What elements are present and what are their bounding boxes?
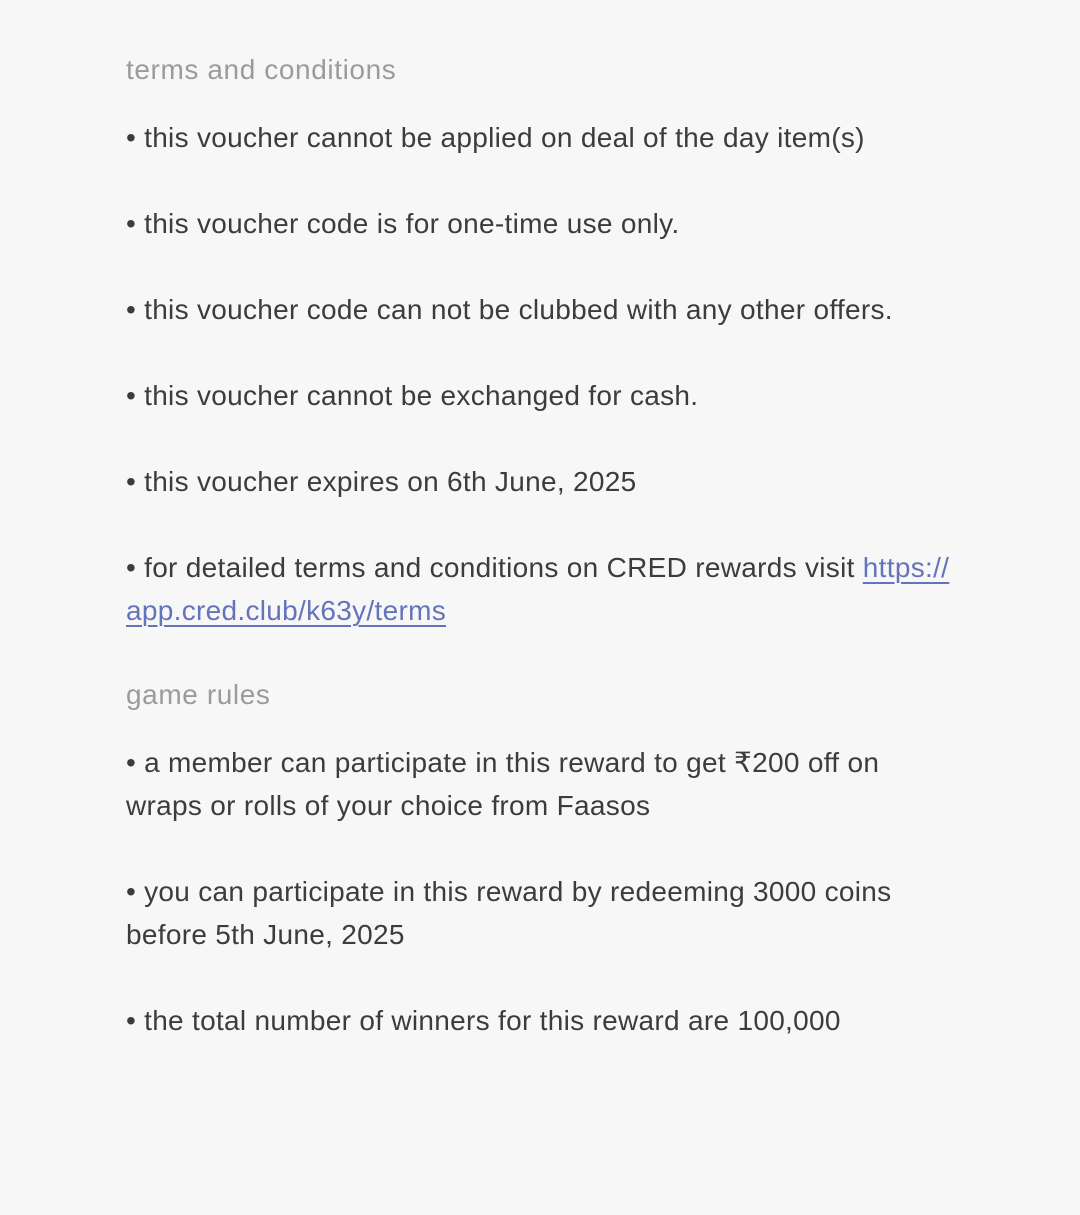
list-item-text: this voucher code can not be clubbed with any other offers. — [144, 294, 893, 325]
bullet-icon: • — [126, 380, 137, 411]
list-item — [126, 870, 952, 956]
terms-and-conditions-section — [126, 50, 952, 632]
bullet-icon: • — [126, 122, 137, 153]
bullet-icon: • — [126, 294, 137, 325]
list-item — [126, 999, 952, 1042]
list-item-text: this voucher code is for one-time use only. — [144, 208, 680, 239]
bullet-icon: • — [126, 1005, 137, 1036]
list-item — [126, 202, 952, 245]
list-item-text: for detailed terms and conditions on CRED rewards visit — [144, 552, 855, 583]
list-item — [126, 460, 952, 503]
list-item — [126, 116, 952, 159]
list-item — [126, 546, 952, 632]
bullet-icon: • — [126, 208, 137, 239]
list-item-text: you can participate in this reward by redeeming 3000 coins before 5th June, 2025 — [126, 876, 892, 950]
list-item-text: this voucher cannot be exchanged for cash. — [144, 380, 699, 411]
bullet-icon: • — [126, 466, 137, 497]
list-item — [126, 741, 952, 827]
list-item-text: this voucher cannot be applied on deal of the day item(s) — [144, 122, 865, 153]
bullet-icon: • — [126, 876, 137, 907]
bullet-icon: • — [126, 747, 137, 778]
list-item — [126, 288, 952, 331]
list-item-text: a member can participate in this reward to get ₹200 off on wraps or rolls of your choice from Faasos — [126, 747, 880, 821]
list-item-text: the total number of winners for this reward are 100,000 — [144, 1005, 841, 1036]
bullet-icon: • — [126, 552, 137, 583]
list-item-text: this voucher expires on 6th June, 2025 — [144, 466, 637, 497]
list-item — [126, 374, 952, 417]
cred-rewards-terms-link[interactable]: https://app.cred.club/k63y/terms — [126, 552, 950, 626]
terms-heading: terms and conditions — [126, 54, 397, 85]
game-rules-section — [126, 675, 952, 1042]
game-rules-heading: game rules — [126, 679, 271, 710]
